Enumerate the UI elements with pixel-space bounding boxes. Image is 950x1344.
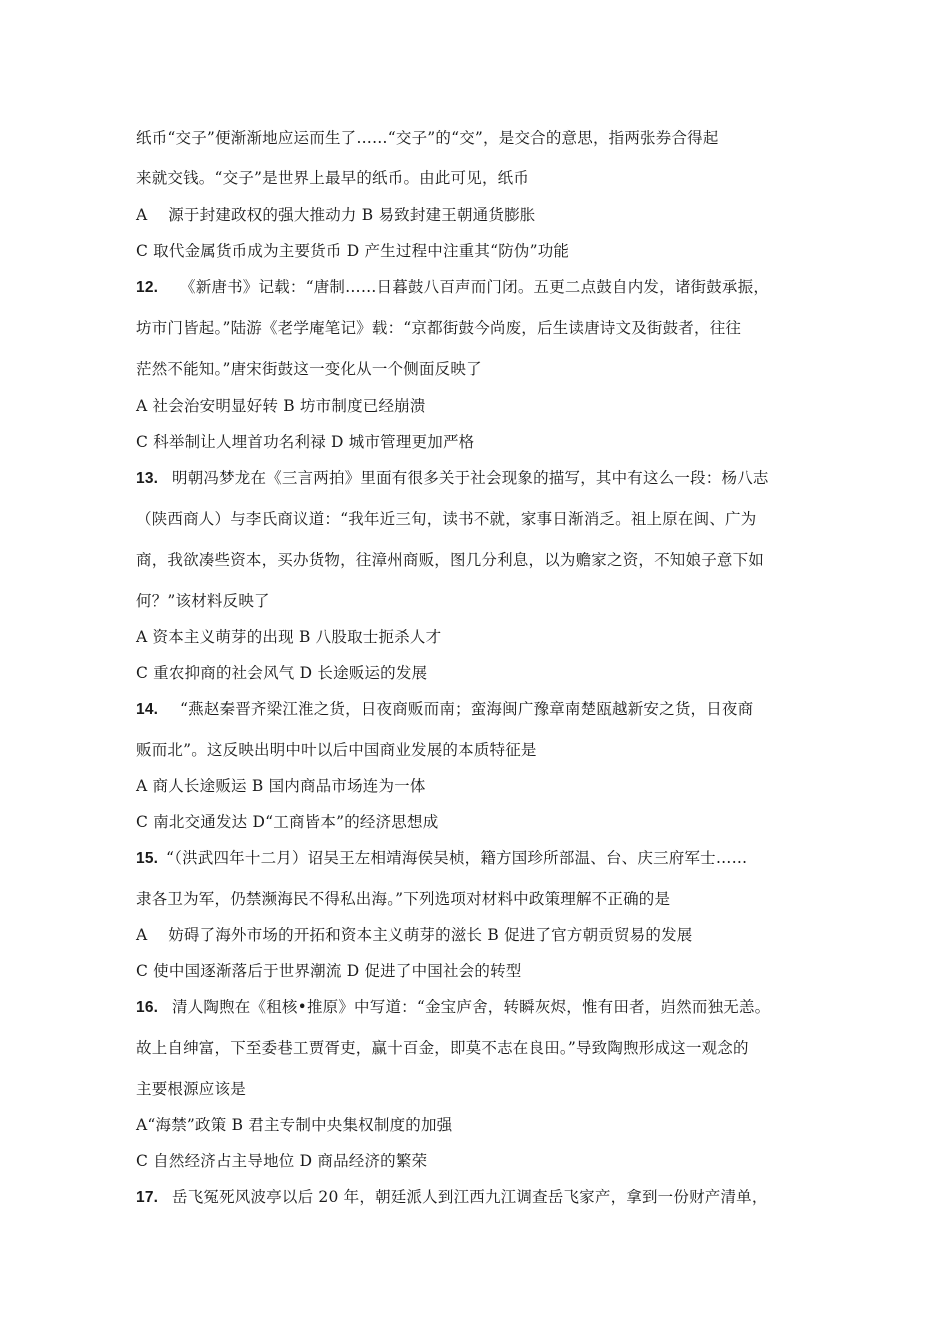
q15-options-cd: C 使中国逐渐落后于世界潮流 D 促进了中国社会的转型	[136, 962, 522, 980]
q12-stem-line	[136, 277, 769, 298]
q13-stem-line: （陕西商人）与李氏商议道：“我年近三旬，读书不就，家事日渐消乏。祖上原在闽、广为	[136, 510, 757, 528]
q12-stem-text: 《新唐书》记载：“唐制……日暮鼓八百声而门闭。五更二点鼓自内发，诸街鼓承振，	[180, 278, 770, 296]
q13-stem-line	[136, 468, 769, 489]
q14-stem-line: 贩而北”。这反映出明中叶以后中国商业发展的本质特征是	[136, 741, 537, 759]
q16-options-cd: C 自然经济占主导地位 D 商品经济的繁荣	[136, 1152, 428, 1170]
q15-stem-text: “（洪武四年十二月）诏吴王左相靖海侯吴桢，籍方国珍所部温、台、庆三府军士……	[166, 849, 748, 867]
q15-stem-line	[136, 848, 747, 869]
question-number: 17.	[136, 1189, 159, 1206]
q17-stem-text: 岳飞冤死风波亭以后 20 年，朝廷派人到江西九江调查岳飞家产，拿到一份财产清单，	[172, 1188, 768, 1206]
q13-options-ab: A 资本主义萌芽的出现 B 八股取士扼杀人才	[136, 628, 442, 646]
q16-stem-line: 主要根源应该是	[136, 1080, 246, 1098]
question-number: 14.	[136, 701, 159, 718]
q13-stem-text: 明朝冯梦龙在《三言两拍》里面有很多关于社会现象的描写，其中有这么一段：杨八志	[172, 469, 769, 487]
q11-options-ab: A 源于封建政权的强大推动力 B 易致封建王朝通货膨胀	[136, 206, 536, 224]
q11-options-cd: C 取代金属货币成为主要货币 D 产生过程中注重其“防伪”功能	[136, 242, 570, 260]
q17-stem-line	[136, 1187, 768, 1208]
question-number: 13.	[136, 470, 159, 487]
question-number: 16.	[136, 999, 159, 1016]
q15-stem-line: 隶各卫为军，仍禁濒海民不得私出海。”下列选项对材料中政策理解不正确的是	[136, 890, 671, 908]
q16-options-ab: A“海禁”政策 B 君主专制中央集权制度的加强	[136, 1116, 453, 1134]
q13-stem-line: 何？”该材料反映了	[136, 592, 270, 610]
q13-stem-line: 商，我欲凑些资本，买办货物，往漳州商贩，图几分利息，以为赡家之资，不知娘子意下如	[136, 551, 765, 569]
q11-stem-line: 来就交钱。“交子”是世界上最早的纸币。由此可见，纸币	[136, 169, 530, 187]
q14-stem-line	[136, 699, 753, 720]
q16-stem-line	[136, 997, 770, 1018]
q16-stem-text: 清人陶煦在《租核•推原》中写道：“金宝庐舍，转瞬灰烬，惟有田者，岿然而独无恙。	[172, 998, 771, 1016]
q12-stem-line: 茫然不能知。”唐宋街鼓这一变化从一个侧面反映了	[136, 360, 482, 378]
question-number: 12.	[136, 279, 159, 296]
q12-stem-line: 坊市门皆起。”陆游《老学庵笔记》载：“京都街鼓今尚废，后生读唐诗文及街鼓者，往往	[136, 319, 742, 337]
q14-options-ab: A 商人长途贩运 B 国内商品市场连为一体	[136, 777, 426, 795]
question-number: 15.	[136, 850, 159, 867]
q14-options-cd: C 南北交通发达 D“工商皆本”的经济思想成	[136, 813, 439, 831]
q13-options-cd: C 重农抑商的社会风气 D 长途贩运的发展	[136, 664, 428, 682]
q14-stem-text: “燕赵秦晋齐梁江淮之货，日夜商贩而南；蛮海闽广豫章南楚瓯越新安之货，日夜商	[180, 700, 754, 718]
q11-stem-line: 纸币“交子”便渐渐地应运而生了……“交子”的“交”，是交合的意思，指两张券合得起	[136, 129, 719, 147]
q12-options-cd: C 科举制让人埋首功名利禄 D 城市管理更加严格	[136, 433, 475, 451]
q16-stem-line: 故上自绅富，下至委巷工贾胥吏，赢十百金，即莫不志在良田。”导致陶煦形成这一观念的	[136, 1039, 749, 1057]
q12-options-ab: A 社会治安明显好转 B 坊市制度已经崩溃	[136, 397, 426, 415]
q15-options-ab: A 妨碍了海外市场的开拓和资本主义萌芽的滋长 B 促进了官方朝贡贸易的发展	[136, 926, 693, 944]
